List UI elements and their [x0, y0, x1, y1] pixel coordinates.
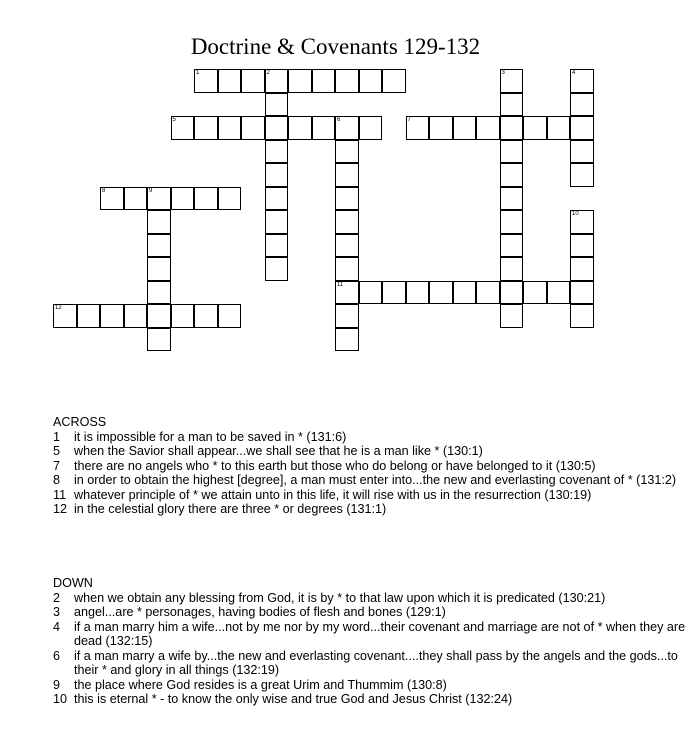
- crossword-cell[interactable]: [570, 234, 594, 258]
- down-clue: [53, 620, 693, 649]
- crossword-cell[interactable]: [500, 304, 524, 328]
- clue-text: in the celestial glory there are three * or degrees (131:1): [74, 502, 387, 516]
- crossword-cell[interactable]: [218, 187, 242, 211]
- crossword-cell[interactable]: [171, 304, 195, 328]
- clue-text: when we obtain any blessing from God, it is by * to that law upon which it is predicated (130:21): [74, 590, 606, 605]
- clue-number: 11: [53, 487, 67, 502]
- crossword-cell[interactable]: [500, 93, 524, 117]
- across-clue: [53, 473, 693, 488]
- down-clue-list: [53, 591, 693, 707]
- crossword-cell[interactable]: [194, 304, 218, 328]
- crossword-cell[interactable]: [335, 234, 359, 258]
- crossword-cell[interactable]: [500, 210, 524, 234]
- down-clues: [53, 576, 693, 707]
- across-clue: [53, 459, 693, 474]
- across-clue: [53, 444, 693, 459]
- down-heading: DOWN: [53, 576, 93, 590]
- crossword-cell[interactable]: [147, 210, 171, 234]
- crossword-cell[interactable]: [53, 304, 77, 328]
- crossword-cell[interactable]: [570, 281, 594, 305]
- crossword-cell[interactable]: [570, 304, 594, 328]
- clue-number: 3: [53, 605, 61, 619]
- crossword-cell[interactable]: [476, 281, 500, 305]
- crossword-cell[interactable]: [523, 281, 547, 305]
- crossword-cell[interactable]: [171, 116, 195, 140]
- crossword-cell[interactable]: [359, 116, 383, 140]
- crossword-cell[interactable]: [382, 69, 406, 93]
- clue-number: 6: [337, 117, 341, 123]
- clue-number: 12: [55, 305, 62, 311]
- crossword-cell[interactable]: [500, 140, 524, 164]
- crossword-cell[interactable]: [100, 187, 124, 211]
- down-clue: [53, 605, 693, 620]
- crossword-cell[interactable]: [218, 116, 242, 140]
- crossword-cell[interactable]: [124, 187, 148, 211]
- across-clues: [53, 415, 693, 517]
- clue-number: 1: [196, 70, 200, 76]
- crossword-cell[interactable]: [265, 210, 289, 234]
- clue-number: 9: [149, 187, 153, 194]
- crossword-cell[interactable]: [570, 116, 594, 140]
- crossword-cell[interactable]: [570, 93, 594, 117]
- crossword-cell[interactable]: [288, 116, 312, 140]
- down-clue: [53, 692, 693, 707]
- clue-text: the place where God resides is a great Urim and Thummim (130:8): [74, 677, 447, 692]
- crossword-cell[interactable]: [335, 140, 359, 164]
- page-title: Doctrine & Covenants 129-132: [190, 34, 481, 59]
- crossword-cell[interactable]: [547, 281, 571, 305]
- crossword-cell[interactable]: [335, 187, 359, 211]
- clue-number: 5: [172, 117, 176, 123]
- crossword-cell[interactable]: [312, 116, 336, 140]
- clue-number: 2: [53, 590, 61, 605]
- crossword-cell[interactable]: [406, 281, 430, 305]
- clue-number: 10: [572, 211, 579, 217]
- across-clue-list: [53, 430, 693, 517]
- crossword-cell[interactable]: [265, 69, 289, 93]
- clue-text: whatever principle of * we attain unto in this life, it will rise with us in the resurrection (130:19): [74, 487, 592, 502]
- crossword-cell[interactable]: [147, 257, 171, 281]
- crossword-cell[interactable]: [147, 281, 171, 305]
- across-clue: [53, 502, 693, 517]
- crossword-cell[interactable]: [265, 163, 289, 187]
- crossword-cell[interactable]: [77, 304, 101, 328]
- down-clue: [53, 649, 693, 678]
- crossword-cell[interactable]: [288, 69, 312, 93]
- clue-number: 3: [501, 70, 505, 76]
- crossword-cell[interactable]: [194, 116, 218, 140]
- crossword-cell[interactable]: [335, 210, 359, 234]
- crossword-cell[interactable]: [359, 69, 383, 93]
- down-clue: [53, 591, 693, 606]
- across-clue: [53, 488, 693, 503]
- clue-text: this is eternal * - to know the only wise and true God and Jesus Christ (132:24): [74, 692, 513, 706]
- crossword-cell[interactable]: [124, 304, 148, 328]
- crossword-cell[interactable]: [429, 281, 453, 305]
- crossword-cell[interactable]: [570, 163, 594, 187]
- crossword-cell[interactable]: [500, 163, 524, 187]
- crossword-cell[interactable]: [335, 163, 359, 187]
- crossword-cell[interactable]: [147, 234, 171, 258]
- crossword-cell[interactable]: [241, 69, 265, 93]
- clue-number: 1: [53, 429, 61, 444]
- clue-number: 8: [53, 473, 61, 487]
- crossword-cell[interactable]: [335, 281, 359, 305]
- crossword-cell[interactable]: [500, 234, 524, 258]
- crossword-cell[interactable]: [312, 69, 336, 93]
- crossword-cell[interactable]: [335, 116, 359, 140]
- crossword-cell[interactable]: [265, 140, 289, 164]
- crossword-cell[interactable]: [335, 69, 359, 93]
- clue-number: 6: [53, 648, 61, 663]
- crossword-cell[interactable]: [453, 116, 477, 140]
- crossword-cell[interactable]: [500, 281, 524, 305]
- crossword-cell[interactable]: [147, 304, 171, 328]
- crossword-cell[interactable]: [500, 116, 524, 140]
- clue-text: when the Savior shall appear...we shall see that he is a man like * (130:1): [74, 444, 483, 458]
- across-heading: ACROSS: [53, 415, 107, 429]
- crossword-cell[interactable]: [570, 140, 594, 164]
- across-clue: [53, 430, 693, 445]
- crossword-cell[interactable]: [218, 69, 242, 93]
- crossword-cell[interactable]: [265, 93, 289, 117]
- crossword-cell[interactable]: [265, 257, 289, 281]
- crossword-cell[interactable]: [500, 187, 524, 211]
- crossword-cell[interactable]: [547, 116, 571, 140]
- clue-number: 11: [337, 281, 344, 288]
- down-clue: [53, 678, 693, 693]
- clue-number: 7: [53, 458, 61, 473]
- crossword-cell[interactable]: [453, 281, 477, 305]
- clue-text: angel...are * personages, having bodies of flesh and bones (129:1): [74, 605, 446, 619]
- crossword-cell[interactable]: [335, 328, 359, 352]
- clue-number: 8: [102, 187, 106, 194]
- clue-number: 7: [407, 117, 411, 123]
- crossword-cell[interactable]: [100, 304, 124, 328]
- crossword-cell[interactable]: [570, 257, 594, 281]
- clue-number: 10: [53, 692, 68, 706]
- clue-number: 4: [572, 70, 576, 76]
- crossword-cell[interactable]: [194, 69, 218, 93]
- crossword-cell[interactable]: [265, 187, 289, 211]
- crossword-cell[interactable]: [147, 328, 171, 352]
- crossword-cell[interactable]: [570, 69, 594, 93]
- clue-text: if a man marry him a wife...not by me nor by my word...their covenant and marriage are not of * when they are dead (132:15): [74, 619, 686, 648]
- crossword-cell[interactable]: [335, 257, 359, 281]
- clue-number: 5: [53, 444, 61, 458]
- clue-number: 9: [53, 677, 61, 692]
- crossword-cell[interactable]: [241, 116, 265, 140]
- crossword-cell[interactable]: [500, 257, 524, 281]
- crossword-cell[interactable]: [359, 281, 383, 305]
- crossword-cell[interactable]: [523, 116, 547, 140]
- crossword-cell[interactable]: [382, 281, 406, 305]
- clue-number: 2: [266, 70, 270, 76]
- crossword-cell[interactable]: [500, 69, 524, 93]
- clue-text: if a man marry a wife by...the new and everlasting covenant....they shall pass by the angels and the gods...to their * and glory in all things (132:19): [74, 648, 678, 677]
- crossword-cell[interactable]: [265, 116, 289, 140]
- crossword-cell[interactable]: [429, 116, 453, 140]
- crossword-cell[interactable]: [335, 304, 359, 328]
- crossword-cell[interactable]: [265, 234, 289, 258]
- crossword-cell[interactable]: [147, 187, 171, 211]
- clue-text: there are no angels who * to this earth but those who do belong or have belonged to it (130:5): [74, 458, 596, 473]
- crossword-cell[interactable]: [570, 210, 594, 234]
- crossword-cell[interactable]: [218, 304, 242, 328]
- clue-number: 12: [53, 502, 68, 516]
- clue-text: it is impossible for a man to be saved in * (131:6): [74, 429, 347, 444]
- crossword-cell[interactable]: [194, 187, 218, 211]
- crossword-cell[interactable]: [171, 187, 195, 211]
- crossword-cell[interactable]: [476, 116, 500, 140]
- clue-number: 4: [53, 619, 61, 634]
- clue-text: in order to obtain the highest [degree], a man must enter into...the new and everlasting covenant of * (131:2): [74, 473, 677, 487]
- crossword-cell[interactable]: [406, 116, 430, 140]
